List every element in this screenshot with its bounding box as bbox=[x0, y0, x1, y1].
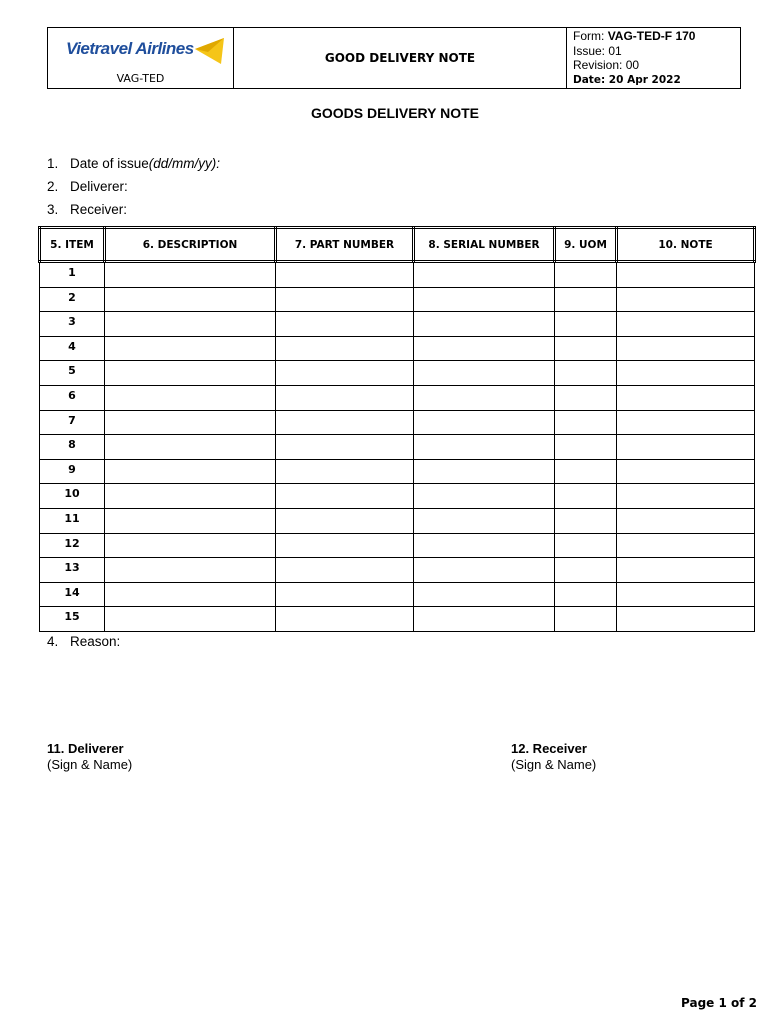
description-cell[interactable] bbox=[105, 484, 276, 509]
part-number-cell[interactable] bbox=[276, 385, 414, 410]
item-number-cell: 13 bbox=[40, 558, 105, 583]
serial-number-cell[interactable] bbox=[414, 582, 555, 607]
uom-cell[interactable] bbox=[555, 312, 617, 337]
description-cell[interactable] bbox=[105, 607, 276, 632]
field-receiver bbox=[47, 202, 220, 225]
table-row bbox=[40, 312, 755, 337]
serial-number-cell[interactable] bbox=[414, 410, 555, 435]
signature-subtitle: (Sign & Name) bbox=[511, 757, 597, 772]
part-number-cell[interactable] bbox=[276, 287, 414, 312]
part-number-cell[interactable] bbox=[276, 459, 414, 484]
description-cell[interactable] bbox=[105, 361, 276, 386]
field-label: Reason: bbox=[70, 634, 121, 649]
table-row bbox=[40, 336, 755, 361]
item-number-cell: 9 bbox=[40, 459, 105, 484]
form-label: Form: bbox=[573, 29, 605, 43]
field-date-of-issue bbox=[47, 156, 220, 179]
form-number: VAG-TED-F 170 bbox=[607, 29, 696, 43]
uom-cell[interactable] bbox=[555, 558, 617, 583]
item-number-cell: 2 bbox=[40, 287, 105, 312]
description-cell[interactable] bbox=[105, 558, 276, 583]
page-title: GOODS DELIVERY NOTE bbox=[310, 105, 480, 121]
uom-cell[interactable] bbox=[555, 361, 617, 386]
receiver-signature bbox=[511, 741, 596, 773]
note-cell[interactable] bbox=[617, 533, 755, 558]
logo-text: Vietravel Airlines bbox=[66, 39, 194, 58]
description-cell[interactable] bbox=[105, 385, 276, 410]
note-cell[interactable] bbox=[617, 459, 755, 484]
note-cell[interactable] bbox=[617, 558, 755, 583]
form-info bbox=[567, 28, 740, 88]
part-number-cell[interactable] bbox=[276, 312, 414, 337]
wing-icon bbox=[195, 38, 225, 64]
description-cell[interactable] bbox=[105, 582, 276, 607]
page-number: Page 1 of 2 bbox=[681, 996, 757, 1010]
uom-cell[interactable] bbox=[555, 435, 617, 460]
col-header-description: 6. DESCRIPTION bbox=[105, 228, 276, 262]
uom-cell[interactable] bbox=[555, 459, 617, 484]
note-cell[interactable] bbox=[617, 262, 755, 288]
item-number-cell: 14 bbox=[40, 582, 105, 607]
table-row bbox=[40, 484, 755, 509]
table-row bbox=[40, 459, 755, 484]
item-number-cell: 7 bbox=[40, 410, 105, 435]
document-header bbox=[47, 27, 741, 89]
table-row bbox=[40, 361, 755, 386]
serial-number-cell[interactable] bbox=[414, 484, 555, 509]
description-cell[interactable] bbox=[105, 262, 276, 288]
table-row bbox=[40, 287, 755, 312]
info-fields bbox=[47, 156, 220, 225]
items-table-wrap bbox=[38, 226, 756, 632]
table-header-row bbox=[40, 228, 755, 262]
uom-cell[interactable] bbox=[555, 385, 617, 410]
description-cell[interactable] bbox=[105, 312, 276, 337]
col-header-serial-number: 8. SERIAL NUMBER bbox=[414, 228, 555, 262]
serial-number-cell[interactable] bbox=[414, 435, 555, 460]
serial-number-cell[interactable] bbox=[414, 558, 555, 583]
uom-cell[interactable] bbox=[555, 533, 617, 558]
note-cell[interactable] bbox=[617, 484, 755, 509]
field-reason bbox=[47, 634, 120, 649]
serial-number-cell[interactable] bbox=[414, 508, 555, 533]
description-cell[interactable] bbox=[105, 508, 276, 533]
form-number-line bbox=[573, 29, 740, 44]
uom-cell[interactable] bbox=[555, 262, 617, 288]
serial-number-cell[interactable] bbox=[414, 336, 555, 361]
field-number: 1. bbox=[47, 156, 59, 171]
item-number-cell: 5 bbox=[40, 361, 105, 386]
item-number-cell: 4 bbox=[40, 336, 105, 361]
part-number-cell[interactable] bbox=[276, 410, 414, 435]
serial-number-cell[interactable] bbox=[414, 262, 555, 288]
part-number-cell[interactable] bbox=[276, 607, 414, 632]
note-cell[interactable] bbox=[617, 435, 755, 460]
table-row bbox=[40, 508, 755, 533]
part-number-cell[interactable] bbox=[276, 361, 414, 386]
field-number: 4. bbox=[47, 634, 59, 649]
items-table bbox=[38, 226, 756, 632]
col-header-part-number: 7. PART NUMBER bbox=[276, 228, 414, 262]
note-cell[interactable] bbox=[617, 312, 755, 337]
table-row bbox=[40, 533, 755, 558]
signature-subtitle: (Sign & Name) bbox=[47, 757, 133, 772]
field-label: Date of issue bbox=[70, 156, 149, 171]
serial-number-cell[interactable] bbox=[414, 361, 555, 386]
description-cell[interactable] bbox=[105, 410, 276, 435]
item-number-cell: 3 bbox=[40, 312, 105, 337]
uom-cell[interactable] bbox=[555, 336, 617, 361]
col-header-note: 10. NOTE bbox=[617, 228, 755, 262]
signature-title: 11. Deliverer bbox=[47, 741, 124, 756]
uom-cell[interactable] bbox=[555, 607, 617, 632]
part-number-cell[interactable] bbox=[276, 484, 414, 509]
issue-date: Date: 20 Apr 2022 bbox=[573, 73, 681, 86]
note-cell[interactable] bbox=[617, 287, 755, 312]
signature-title: 12. Receiver bbox=[511, 741, 587, 756]
header-title: GOOD DELIVERY NOTE bbox=[234, 28, 567, 88]
logo-code: VAG-TED bbox=[116, 72, 165, 85]
deliverer-signature bbox=[47, 741, 132, 773]
description-cell[interactable] bbox=[105, 435, 276, 460]
note-cell[interactable] bbox=[617, 508, 755, 533]
note-cell[interactable] bbox=[617, 385, 755, 410]
col-header-item: 5. ITEM bbox=[40, 228, 105, 262]
item-number-cell: 12 bbox=[40, 533, 105, 558]
part-number-cell[interactable] bbox=[276, 582, 414, 607]
part-number-cell[interactable] bbox=[276, 558, 414, 583]
col-header-uom: 9. UOM bbox=[555, 228, 617, 262]
note-cell[interactable] bbox=[617, 361, 755, 386]
serial-number-cell[interactable] bbox=[414, 459, 555, 484]
part-number-cell[interactable] bbox=[276, 533, 414, 558]
field-number: 2. bbox=[47, 179, 59, 194]
table-body bbox=[40, 262, 755, 632]
part-number-cell[interactable] bbox=[276, 262, 414, 288]
note-cell[interactable] bbox=[617, 607, 755, 632]
issue-number: Issue: 01 bbox=[573, 43, 622, 58]
part-number-cell[interactable] bbox=[276, 508, 414, 533]
note-cell[interactable] bbox=[617, 336, 755, 361]
table-row bbox=[40, 582, 755, 607]
serial-number-cell[interactable] bbox=[414, 312, 555, 337]
field-deliverer bbox=[47, 179, 220, 202]
item-number-cell: 8 bbox=[40, 435, 105, 460]
item-number-cell: 1 bbox=[40, 262, 105, 288]
description-cell[interactable] bbox=[105, 336, 276, 361]
note-cell[interactable] bbox=[617, 582, 755, 607]
field-hint: (dd/mm/yy): bbox=[148, 156, 221, 171]
description-cell[interactable] bbox=[105, 533, 276, 558]
field-number: 3. bbox=[47, 202, 59, 217]
field-label: Deliverer: bbox=[70, 179, 128, 194]
item-number-cell: 6 bbox=[40, 385, 105, 410]
description-cell[interactable] bbox=[105, 287, 276, 312]
revision-number: Revision: 00 bbox=[573, 58, 640, 72]
part-number-cell[interactable] bbox=[276, 435, 414, 460]
logo-cell bbox=[48, 28, 234, 88]
uom-cell[interactable] bbox=[555, 287, 617, 312]
note-cell[interactable] bbox=[617, 410, 755, 435]
serial-number-cell[interactable] bbox=[414, 533, 555, 558]
airline-logo bbox=[66, 40, 225, 64]
uom-cell[interactable] bbox=[555, 484, 617, 509]
item-number-cell: 10 bbox=[40, 484, 105, 509]
table-row bbox=[40, 558, 755, 583]
uom-cell[interactable] bbox=[555, 410, 617, 435]
table-row bbox=[40, 435, 755, 460]
item-number-cell: 11 bbox=[40, 508, 105, 533]
description-cell[interactable] bbox=[105, 459, 276, 484]
serial-number-cell[interactable] bbox=[414, 385, 555, 410]
uom-cell[interactable] bbox=[555, 582, 617, 607]
table-row bbox=[40, 410, 755, 435]
table-row bbox=[40, 385, 755, 410]
serial-number-cell[interactable] bbox=[414, 287, 555, 312]
uom-cell[interactable] bbox=[555, 508, 617, 533]
part-number-cell[interactable] bbox=[276, 336, 414, 361]
table-row bbox=[40, 262, 755, 288]
serial-number-cell[interactable] bbox=[414, 607, 555, 632]
table-row bbox=[40, 607, 755, 632]
item-number-cell: 15 bbox=[40, 607, 105, 632]
field-label: Receiver: bbox=[70, 202, 128, 217]
